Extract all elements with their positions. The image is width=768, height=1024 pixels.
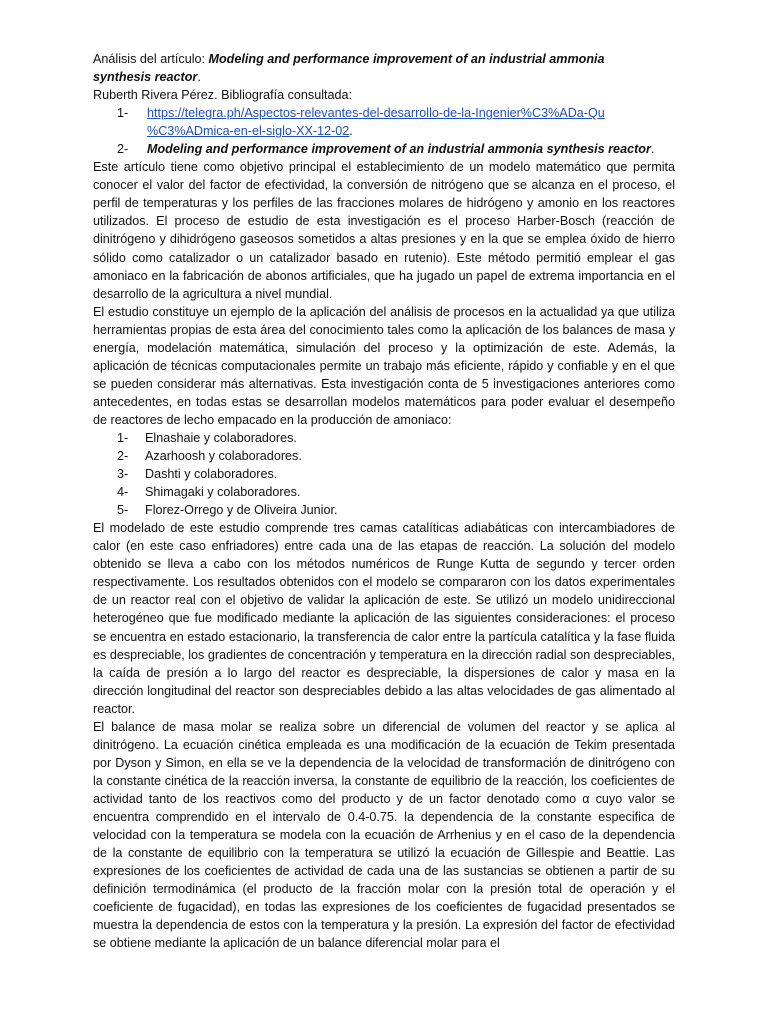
paragraph-study: El estudio constituye un ejemplo de la aplicación del análisis de procesos en la actualidad ya que utiliza herramientas propias de esta área del conocimiento tales como la aplicación de los balances de masa y energía, modelación matemática, simulación del proceso y la optimización de este. Además, la aplicación de técnicas computacionales permite un trabajo más eficiente, rápido y confiable y en el que se pueden considerar más alternativas. Esta investigación conta de 5 investigaciones anteriores como antecedentes, en todas estas se desarrollan modelos matemáticos para poder evaluar el desempeño de reactores de lecho empacado en la producción de amoniaco: [93, 304, 675, 427]
article-title-italic: Modeling and performance improvement of an industrial ammonia [208, 52, 605, 66]
article-title-line-1 [93, 50, 675, 68]
antecedent-item [93, 429, 675, 447]
article-title-italic-cont: synthesis reactor [93, 70, 198, 85]
paragraph-mass-balance: El balance de masa molar se realiza sobre un diferencial de volumen del reactor y se aplica al dinitrógeno. La ecuación cinética empleada es una modificación de la ecuación de Tekim presentada por Dyson y Simon, en ella se ve la dependencia de la velocidad de transformación de dinitrógeno con la constante cinética de la reacción inversa, la constante de equilibrio de la reacción, los coeficientes de actividad tanto de los reactivos como del producto y de un factor denotado como α cuyo valor se encuentra comprendido en el intervalo de 0.4-0.75. la dependencia de la constante especifica de velocidad con la temperatura se modela con la ecuación de Arrhenius y en el caso de la dependencia de la constante de equilibrio con la temperatura se utilizó la ecuación de Gillespie and Beattie. Las expresiones de los coeficientes de actividad de cada una de las sustancias se obtienen a partir de su definición termodinámica (el producto de la fracción molar con la presión total de operación y el coeficiente de fugacidad), en todas las expresiones de los coeficientes de fugacidad presentados se muestra la dependencia de estos con la temperatura y la presión. La expresión del factor de efectividad se obtiene mediante la aplicación de un balance diferencial molar para el [93, 719, 675, 951]
reference-number: 1- [117, 106, 129, 121]
antecedent-text: Azarhoosh y colaboradores. [145, 449, 302, 464]
antecedent-number: 1- [117, 430, 129, 445]
antecedent-item [93, 483, 675, 501]
article-title-line-2 [93, 68, 675, 86]
title-prefix: Análisis del artículo: [93, 52, 209, 66]
antecedent-text: Shimagaki y colaboradores. [145, 485, 301, 500]
antecedent-number: 4- [117, 485, 129, 500]
reference-number: 2- [117, 142, 129, 157]
antecedent-item [93, 465, 675, 483]
antecedent-number: 5- [117, 503, 129, 518]
antecedent-number: 3- [117, 467, 129, 482]
reference-link-cont[interactable]: %C3%ADmica-en-el-siglo-XX-12-02 [147, 124, 350, 139]
antecedent-text: Dashti y colaboradores. [145, 467, 278, 482]
antecedent-text: Elnashaie y colaboradores. [145, 430, 297, 445]
paragraph-model: El modelado de este estudio comprende tres camas catalíticas adiabáticas con intercambiadores de calor (en este caso enfriadores) entre cada una de las etapas de reacción. La solución del modelo obtenido se lleva a cabo con los métodos numéricos de Runge Kutta de segundo y tercer orden respectivamente. Los resultados obtenidos con el modelo se compararon con los datos experimentales de un reactor real con el objetivo de validar la aplicación de este. Se utilizó un modelo unidireccional heterogéneo que fue modificado mediante la aplicación de las siguientes consideraciones: el proceso se encuentra en estado estacionario, la transferencia de calor entre la partícula catalítica y la fase fluida es despreciable, los gradientes de concentración y temperatura en la dirección radial son despreciables, la caída de presión a lo largo del reactor es despreciable, la dispersiones de calor y masa en la dirección longitudinal del reactor son despreciables debido a las altas velocidades de gas alimentado al reactor. [93, 521, 675, 716]
reference-item-1-cont [93, 122, 675, 140]
reference-after: . [349, 124, 353, 139]
antecedent-number: 2- [117, 449, 129, 464]
antecedent-text: Florez-Orrego y de Oliveira Junior. [145, 503, 338, 518]
paragraph-objective: Este artículo tiene como objetivo principal el establecimiento de un modelo matemático que permita conocer el valor del factor de efectividad, la conversión de nitrógeno que se alcanza en el proceso, el perfil de temperaturas y los perfiles de las fracciones molares de hidrógeno y amonio en los reactores utilizados. El proceso de estudio de esta investigación es el proceso Harber-Bosch (reacción de dinitrógeno y dihidrógeno gaseosos sometidos a altas presiones y en la que se emplea óxido de hierro sólido como catalizador o un catalizador basado en rutenio). Este método permitió emplear el gas amoniaco en la fabricación de abonos artificiales, que ha jugado un papel de extrema importancia en el desarrollo de la agricultura a nivel mundial. [93, 160, 675, 301]
reference-item-1 [93, 104, 675, 122]
reference-title: Modeling and performance improvement of an industrial ammonia synthesis reactor [147, 142, 651, 157]
antecedent-item [93, 447, 675, 465]
reference-item-2 [93, 140, 675, 158]
antecedent-item [93, 501, 675, 519]
reference-after: . [650, 142, 655, 157]
title-end: . [197, 70, 201, 85]
reference-link[interactable]: https://telegra.ph/Aspectos-relevantes-del-desarrollo-de-la-Ingenier%C3%ADa-Qu [147, 106, 605, 121]
author-line: Ruberth Rivera Pérez. Bibliografía consultada: [93, 88, 353, 103]
document-page [93, 50, 675, 952]
